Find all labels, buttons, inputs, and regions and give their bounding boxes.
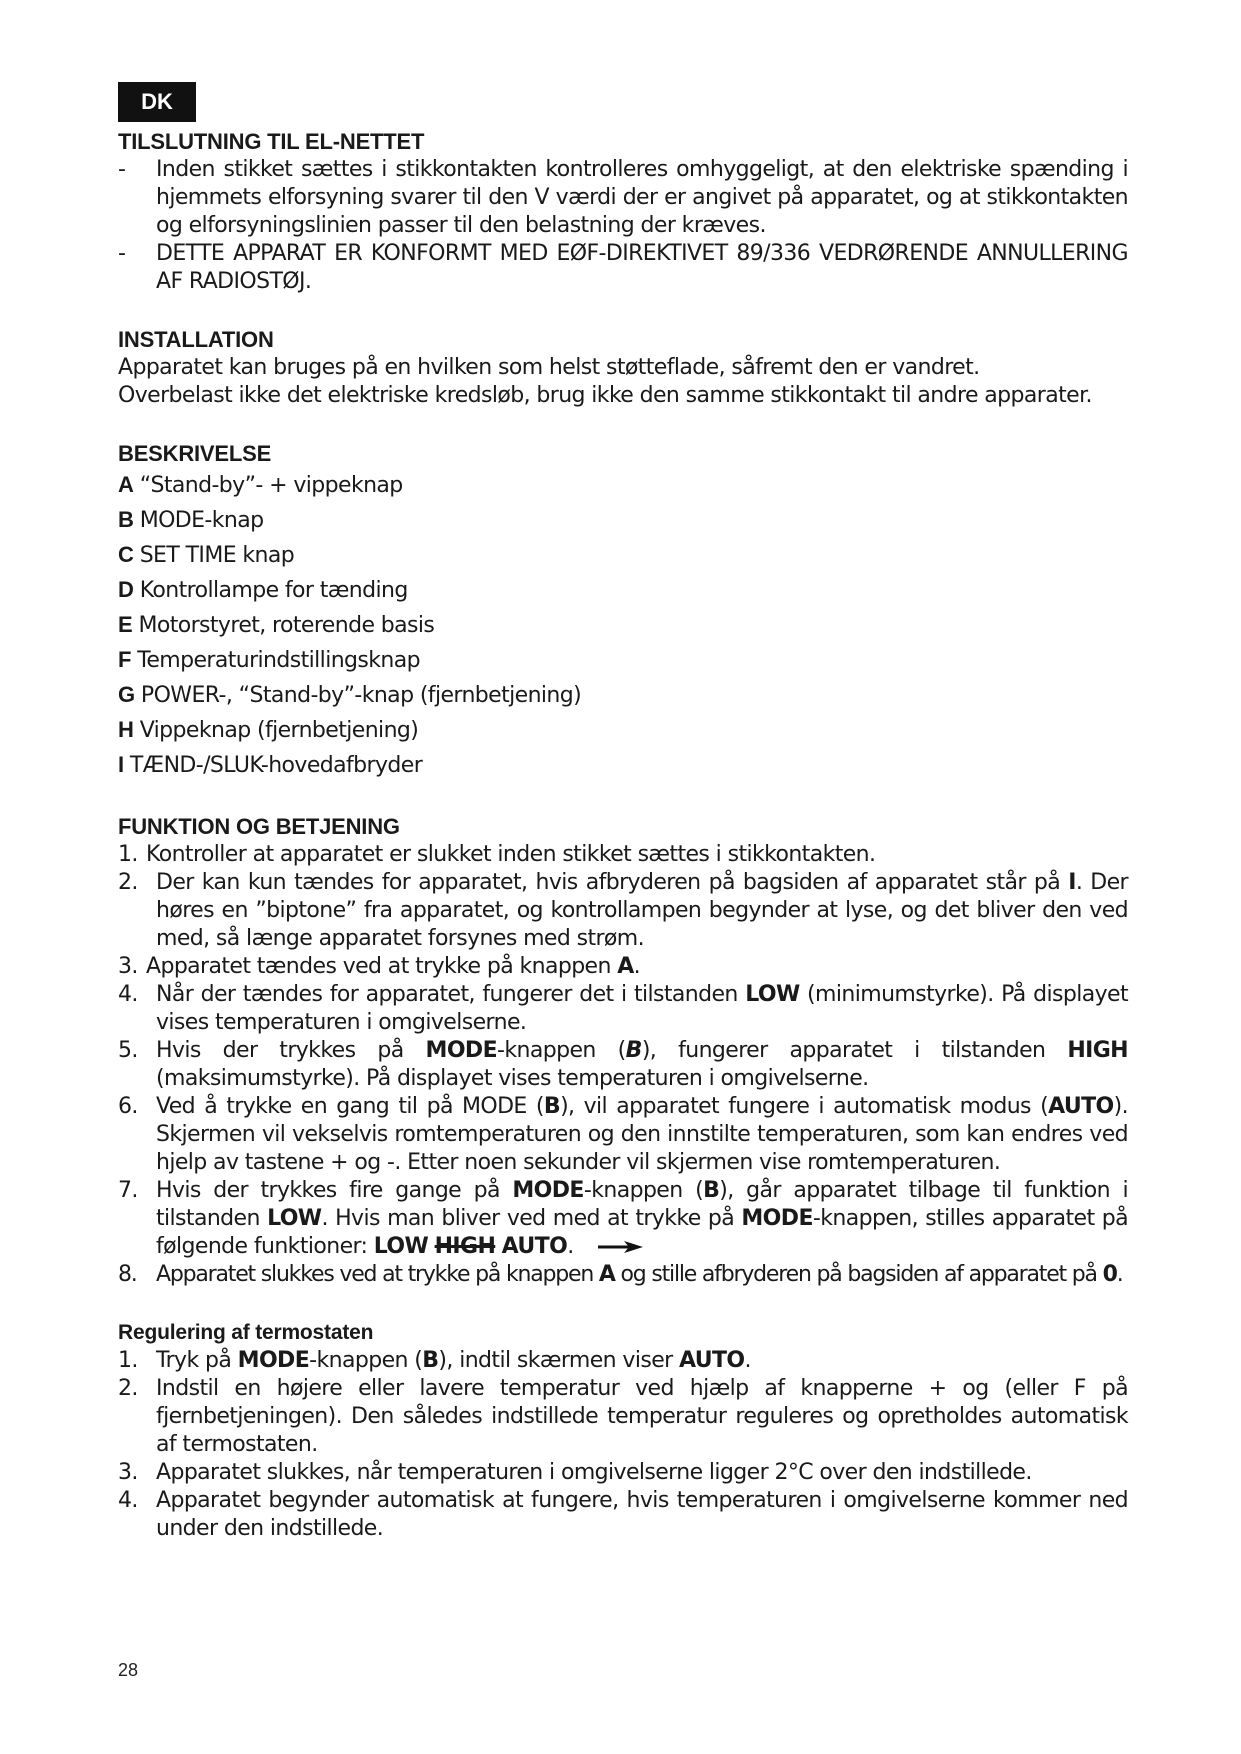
list-item: 2. Der kan kun tændes for apparatet, hvis afbryderen på bagsiden af apparatet står på I. Der høres en ”biptone” fra apparatet, og kontrollampen begynder at lyse, og det bliver den ved med, så længe apparatet forsynes med strøm. [118,870,1129,951]
list-item: 4. Apparatet begynder automatisk at fungere, hvis temperaturen i omgivelserne kommer ned under den indstillede. [118,1488,1128,1541]
manual-page [118,82,1128,1543]
page-number: 28 [118,1660,139,1680]
list-item: 6. Ved å trykke en gang til på MODE (B), vil apparatet fungere i automatisk modus (AUTO). Skjermen vil vekselvis romtemperaturen og den innstilte temperaturen, som kan endres ved hjelp av tastene + og -. Etter noen sekunder vil skjermen vise romtemperaturen. [118,1094,1128,1175]
connection-section [118,128,1128,296]
language-tag: DK [118,82,196,122]
list-item: 5. Hvis der trykkes på MODE-knappen (B), fungerer apparatet i tilstanden HIGH (maksimumstyrke). På displayet vises temperaturen i omgivelserne. [118,1038,1128,1091]
list-item: 1. Kontroller at apparatet er slukket inden stikket sættes i stikkontakten. [118,842,876,867]
list-item: 8. Apparatet slukkes ved at trykke på knappen A og stille afbryderen på bagsiden af apparatet på 0. [118,1262,1123,1287]
thermostat-section [118,1319,1128,1543]
list-item: 3. Apparatet slukkes, når temperaturen i omgivelserne ligger 2°C over den indstillede. [118,1460,1032,1485]
list-item: E Motorstyret, roterende basis [118,612,435,638]
operation-section [118,813,1128,1289]
list-item: - Inden stikket sættes i stikkontakten kontrolleres omhyggeligt, at den elektriske spænding i hjemmets elforsyning svarer til den V værdi der er angivet på apparatet, og at stikkontakten og elforsyningslinien passer til den belastning der kræves. [118,157,1128,238]
list-item: H Vippeknap (fjernbetjening) [118,717,419,743]
arrow-right-icon [598,1240,644,1254]
list-item: B MODE-knap [118,507,264,533]
list-item: D Kontrollampe for tænding [118,577,408,603]
installation-section [118,326,1128,410]
connection-title: TILSLUTNING TIL EL-NETTET [118,129,425,154]
installation-title: INSTALLATION [118,327,274,352]
list-item: 1. Tryk på MODE-knappen (B), indtil skærmen viser AUTO. [118,1348,751,1373]
description-title: BESKRIVELSE [118,441,272,466]
paragraph: Overbelast ikke det elektriske kredsløb, brug ikke den samme stikkontakt til andre apparater. [118,383,1092,408]
paragraph: Apparatet kan bruges på en hvilken som helst støtteflade, såfremt den er vandret. [118,355,980,380]
thermostat-title: Regulering af termostaten [118,1321,374,1344]
list-item: I TÆND-/SLUK-hovedafbryder [118,752,423,778]
description-section [118,440,1128,783]
list-item: 7. Hvis der trykkes fire gange på MODE-knappen (B), går apparatet tilbage til funktion i tilstanden LOW. Hvis man bliver ved med at trykke på MODE-knappen, stilles apparatet på følgende funktioner: LOW HIGH AUTO. [118,1178,1129,1259]
operation-title: FUNKTION OG BETJENING [118,814,400,839]
list-item: - DETTE APPARAT ER KONFORMT MED EØF-DIREKTIVET 89/336 VEDRØRENDE ANNULLERING AF RADIOSTØJ. [118,241,1128,294]
list-item: F Temperaturindstillingsknap [118,647,421,673]
list-item: A “Stand-by”- + vippeknap [118,472,403,498]
list-item: 2. Indstil en højere eller lavere temperatur ved hjælp af knapperne + og (eller F på fjernbetjeningen). Den således indstillede temperatur reguleres og opretholdes automatisk af termostaten. [118,1376,1128,1457]
list-item: 3. Apparatet tændes ved at trykke på knappen A. [118,954,641,979]
list-item: G POWER-, “Stand-by”-knap (fjernbetjening) [118,682,582,708]
list-item: C SET TIME knap [118,542,295,568]
list-item: 4. Når der tændes for apparatet, fungerer det i tilstanden LOW (minimumstyrke). På displayet vises temperaturen i omgivelserne. [118,982,1128,1035]
